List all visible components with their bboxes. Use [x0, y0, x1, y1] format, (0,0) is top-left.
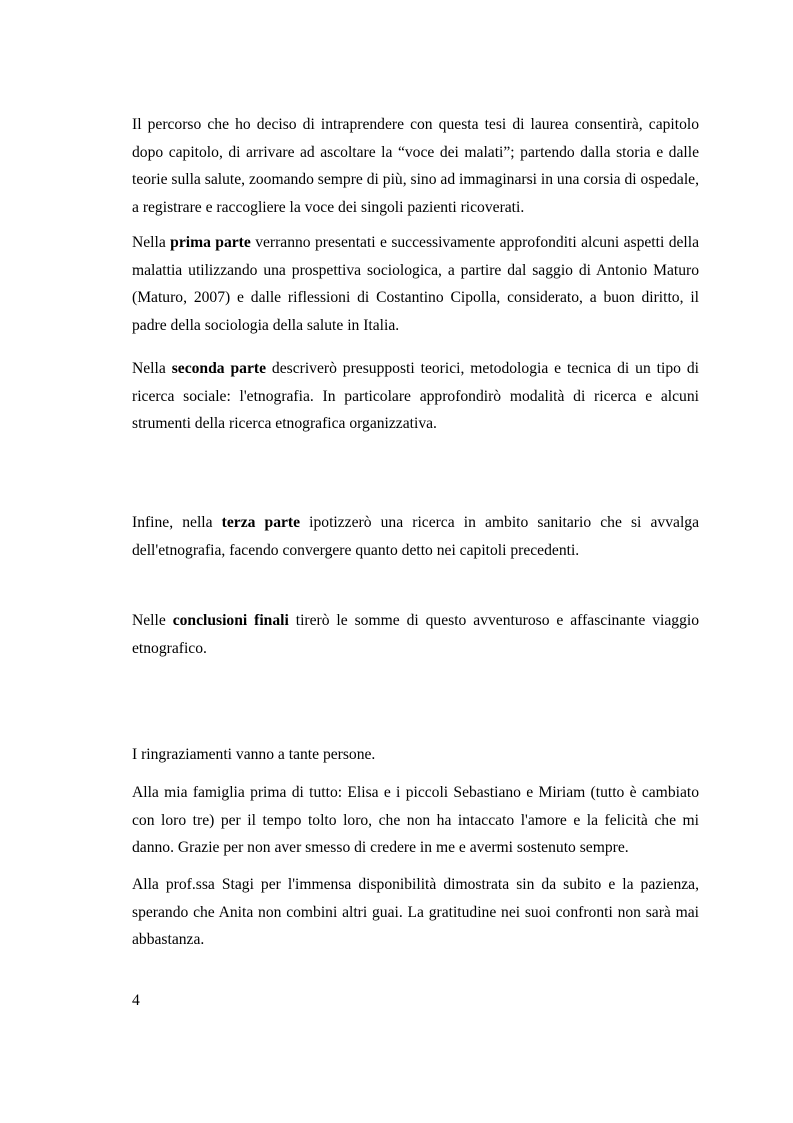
bold-term: prima parte [170, 234, 251, 251]
paragraph-lead: Nella [132, 234, 171, 251]
paragraph-text: verranno presentati e successivamente approfonditi alcuni aspetti della malattia utilizzando una prospettiva sociologica, a partire dal saggio di Antonio Maturo (Maturo, 2007) e dalle riflessioni di Costantino Cipolla, considerato, a buon diritto, il padre della sociologia della salute in Italia. [132, 234, 700, 334]
paragraph-famiglia [132, 779, 699, 862]
paragraph-text: I ringraziamenti vanno a tante persone. [132, 746, 376, 763]
bold-term: conclusioni finali [172, 612, 289, 629]
bold-term: terza parte [221, 514, 301, 531]
paragraph-conclusioni [132, 607, 699, 662]
paragraph-prof-stagi [132, 871, 699, 954]
page-number: 4 [132, 992, 140, 1009]
paragraph-introduction [132, 111, 699, 221]
paragraph-prima-parte [132, 229, 699, 339]
paragraph-text: tirerò le somme di questo avventuroso e affascinante viaggio etnografico. [132, 612, 700, 657]
paragraph-text: ipotizzerò una ricerca in ambito sanitario che si avvalga dell'etnografia, facendo convergere quanto detto nei capitoli precedenti. [132, 514, 699, 559]
paragraph-text: Alla prof.ssa Stagi per l'immensa disponibilità dimostrata sin da subito e la pazienza, sperando che Anita non combini altri guai. La gratitudine nei suoi confronti non sarà mai abbastanza. [132, 876, 699, 948]
paragraph-text: descriverò presupposti teorici, metodologia e tecnica di un tipo di ricerca sociale: l'etnografia. In particolare approfondirò modalità di ricerca e alcuni strumenti della ricerca etnografica organizzativa. [132, 360, 699, 432]
paragraph-lead: Infine, nella [132, 514, 222, 531]
paragraph-text: Alla mia famiglia prima di tutto: Elisa e i piccoli Sebastiano e Miriam (tutto è cambiato con loro tre) per il tempo tolto loro, che non ha intaccato l'amore e la felicità che mi danno. Grazie per non aver smesso di credere in me e avermi sostenuto sempre. [132, 784, 699, 856]
bold-term: seconda parte [171, 360, 266, 377]
paragraph-lead: Nella [132, 360, 172, 377]
paragraph-seconda-parte [132, 355, 699, 438]
paragraph-ringraziamenti [132, 741, 699, 769]
paragraph-lead: Nelle [132, 612, 173, 629]
paragraph-text: Il percorso che ho deciso di intraprendere con questa tesi di laurea consentirà, capitolo dopo capitolo, di arrivare ad ascoltare la “voce dei malati”; partendo dalla storia e dalle teorie sulla salute, zoomando sempre di più, sino ad immaginarsi in una corsia di ospedale, a registrare e raccogliere la voce dei singoli pazienti ricoverati. [132, 116, 699, 216]
paragraph-terza-parte [132, 509, 699, 564]
